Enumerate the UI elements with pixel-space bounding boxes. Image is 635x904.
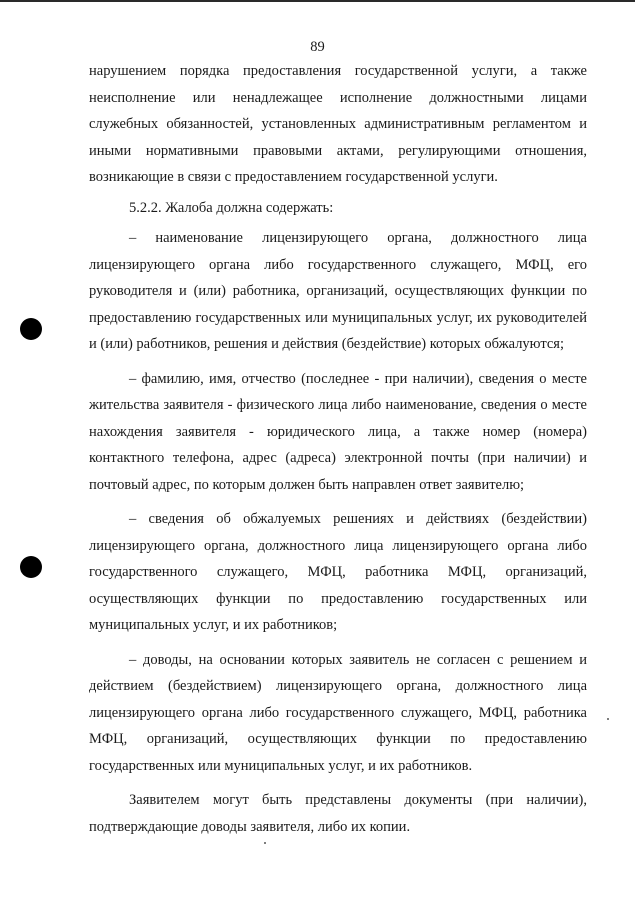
list-item-appealed-decisions: – сведения об обжалуемых решениях и действиях (бездействии) лицензирующего органа, должностного лица лицензирующего органа либо государственного служащего, МФЦ, работника МФЦ, организаций, осуществляющих функции по предоставлению государственных или муниципальных услуг, и их работников; [89,511,587,633]
paragraph-section-5-2-2: 5.2.2. Жалоба должна содержать: [129,199,334,216]
body-text [89,58,587,840]
punch-hole-icon [20,318,42,340]
list-item-applicant-details: – фамилию, имя, отчество (последнее - при наличии), сведения о месте жительства заявителя - физического лица либо наименование, сведения о месте нахождения заявителя - юридического лица, а также номер (номера) контактного телефона, адрес (адреса) электронной почты (при наличии) и почтовый адрес, по которым должен быть направлен ответ заявителю; [89,370,587,493]
page-number: 89 [310,39,325,55]
list-item-arguments: – доводы, на основании которых заявитель не согласен с решением и действием (бездействием) лицензирующего органа, должностного лица лицензирующего органа либо государственного служащего, МФЦ, работника МФЦ, организаций, осуществляющих функции по предоставлению государственных или муниципальных услуг, и их работников. [89,651,587,774]
paragraph-continuation: нарушением порядка предоставления государственной услуги, а также неисполнение или ненадлежащее исполнение должностными лицами служебных обязанностей, установленных административным регламентом и иными нормативными правовыми актами, регулирующими отношения, возникающие в связи с предоставлением государственной услуги. [89,63,587,185]
punch-hole-icon [20,556,42,578]
paragraph-supporting-documents: Заявителем могут быть представлены документы (при наличии), подтверждающие доводы заявителя, либо их копии. [89,792,587,835]
scan-speck [264,842,266,844]
list-item-authority-name: – наименование лицензирующего органа, должностного лица лицензирующего органа либо государственного служащего, МФЦ, его руководителя и (или) работника, организаций, осуществляющих функции по предоставлению государственных или муниципальных услуг, их руководителей и (или) работников, решения и действия (бездействие) которых обжалуются; [89,230,587,352]
scan-speck [607,718,609,720]
scan-top-edge [0,0,635,2]
